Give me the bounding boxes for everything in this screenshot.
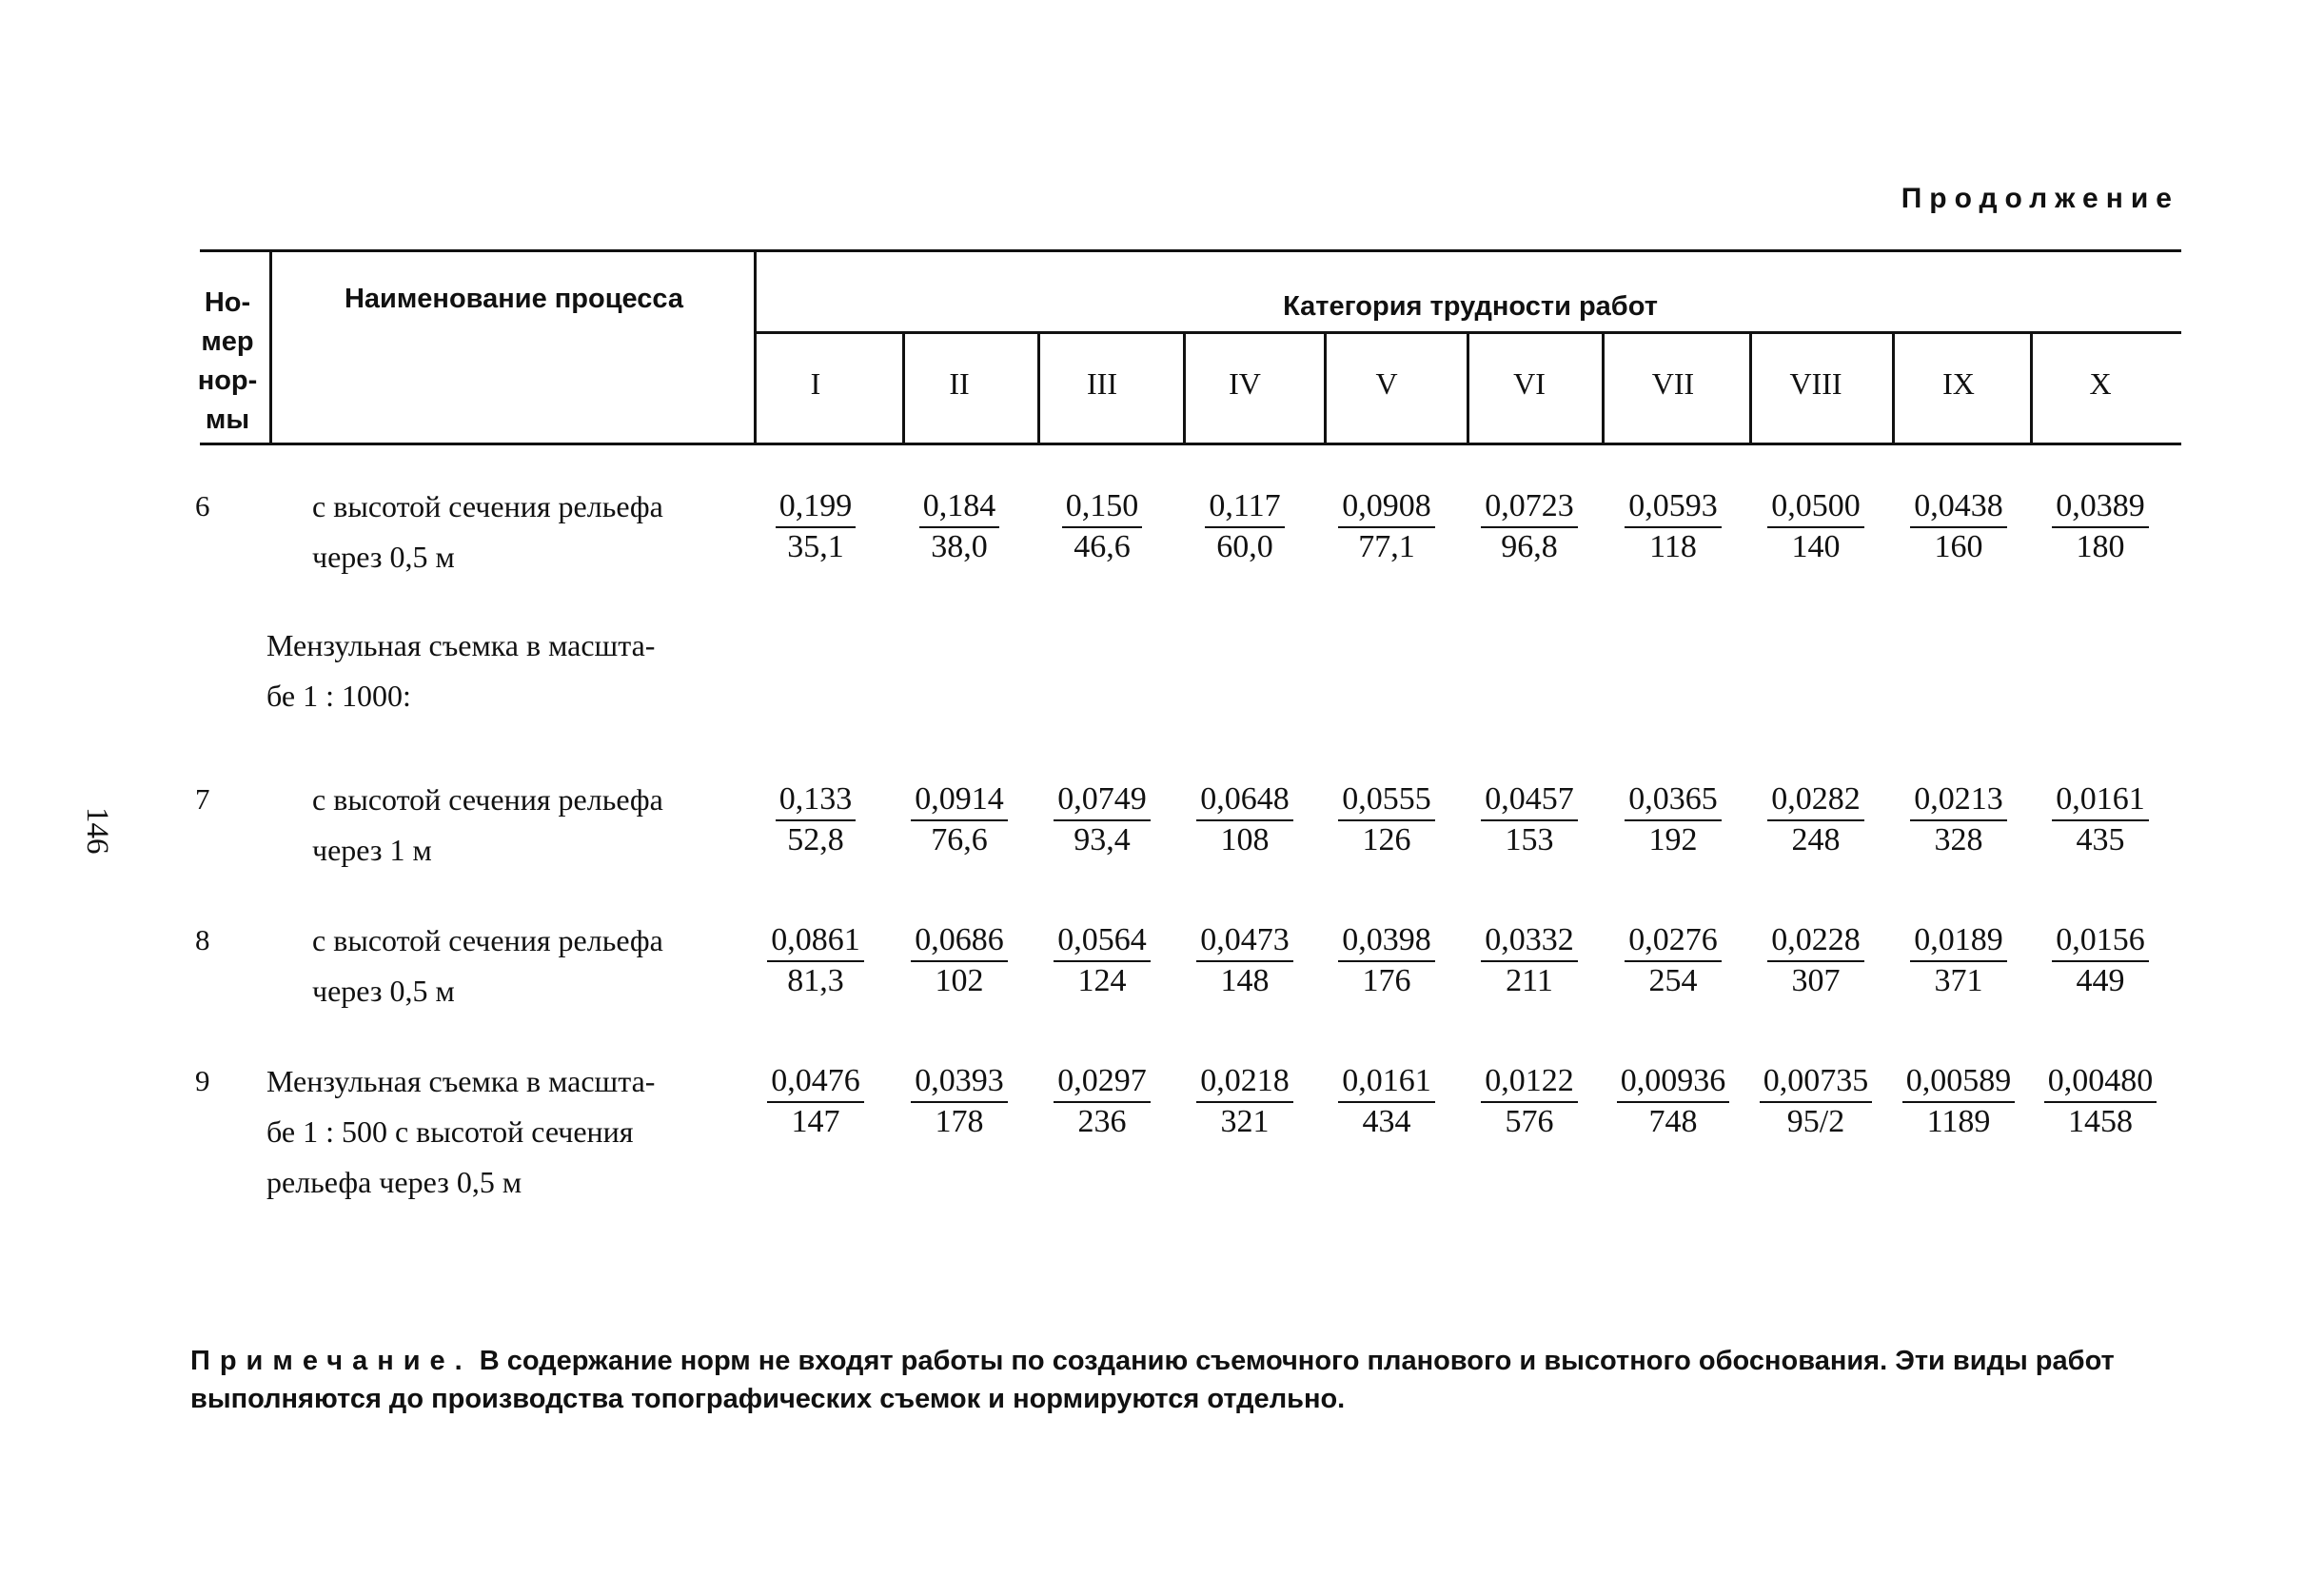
process-name-line: с высотой сечения рельефа xyxy=(312,782,663,817)
category-x: X xyxy=(2089,366,2112,401)
time-norm-value: 0,133 xyxy=(776,780,857,821)
norm-number: 6 xyxy=(195,489,210,522)
time-norm-value: 0,00735 xyxy=(1760,1062,1873,1103)
output-norm-value: 307 xyxy=(1791,963,1841,998)
output-norm-value: 1458 xyxy=(2068,1104,2133,1139)
output-norm-value: 576 xyxy=(1505,1104,1554,1139)
time-norm-value: 0,0161 xyxy=(2052,780,2149,821)
time-norm-value: 0,0228 xyxy=(1767,921,1864,962)
time-norm-value: 0,00480 xyxy=(2044,1062,2157,1103)
norm-value-cell xyxy=(1887,487,2030,566)
process-name-line: через 0,5 м xyxy=(312,540,455,574)
process-name-line: Мензульная съемка в масшта- xyxy=(266,628,656,662)
time-norm-value: 0,00589 xyxy=(1902,1062,2016,1103)
norm-value-cell xyxy=(1031,921,1173,1000)
time-norm-value: 0,0189 xyxy=(1910,921,2007,962)
norm-value-cell xyxy=(888,921,1031,1000)
output-norm-value: 254 xyxy=(1648,963,1698,998)
output-norm-value: 211 xyxy=(1506,963,1553,998)
footnote-text: В содержание норм не входят работы по созданию съемочного планового и высотного обоснования. Эти виды работ выполняются до производства топографических съемок и нормируются отдельно. xyxy=(190,1346,2115,1414)
time-norm-value: 0,0908 xyxy=(1338,487,1435,528)
norm-value-cell xyxy=(1458,487,1601,566)
output-norm-value: 434 xyxy=(1362,1104,1411,1139)
output-norm-value: 95/2 xyxy=(1786,1104,1845,1139)
norm-value-cell xyxy=(1458,921,1601,1000)
norm-value-cell xyxy=(1031,1062,1173,1141)
difficulty-category-header: Категория трудности работ xyxy=(1283,291,1658,322)
output-norm-value: 147 xyxy=(791,1104,840,1139)
norm-value-cell xyxy=(2029,1062,2172,1141)
norm-number: 8 xyxy=(195,923,210,956)
output-norm-value: 108 xyxy=(1220,822,1270,857)
time-norm-value: 0,0476 xyxy=(767,1062,864,1103)
category-col-divider xyxy=(1324,333,1327,445)
output-norm-value: 126 xyxy=(1362,822,1411,857)
norm-value-cell xyxy=(1744,780,1887,859)
output-norm-value: 178 xyxy=(935,1104,984,1139)
norm-value-cell xyxy=(888,1062,1031,1141)
norm-value-cell xyxy=(1458,780,1601,859)
output-norm-value: 102 xyxy=(935,963,984,998)
process-name xyxy=(312,775,663,876)
norm-value-cell xyxy=(744,1062,887,1141)
time-norm-value: 0,0122 xyxy=(1481,1062,1578,1103)
output-norm-value: 118 xyxy=(1649,529,1697,564)
header-bottom-rule xyxy=(200,443,2181,445)
category-col-divider xyxy=(1467,333,1469,445)
norm-value-cell xyxy=(1315,921,1458,1000)
norm-value-cell xyxy=(1602,780,1744,859)
process-name xyxy=(312,482,663,582)
time-norm-value: 0,0564 xyxy=(1054,921,1151,962)
output-norm-value: 236 xyxy=(1077,1104,1127,1139)
norm-value-cell xyxy=(1458,1062,1601,1141)
output-norm-value: 748 xyxy=(1648,1104,1698,1139)
category-v: V xyxy=(1375,366,1398,401)
category-ii: II xyxy=(949,366,970,401)
time-norm-value: 0,0276 xyxy=(1625,921,1722,962)
norm-value-cell xyxy=(1887,780,2030,859)
output-norm-value: 77,1 xyxy=(1358,529,1415,564)
norm-value-cell xyxy=(1602,921,1744,1000)
time-norm-value: 0,0555 xyxy=(1338,780,1435,821)
time-norm-value: 0,0749 xyxy=(1054,780,1151,821)
norm-value-cell xyxy=(888,487,1031,566)
norm-value-cell xyxy=(1602,487,1744,566)
norm-value-cell xyxy=(888,780,1031,859)
time-norm-value: 0,0213 xyxy=(1910,780,2007,821)
time-norm-value: 0,117 xyxy=(1205,487,1284,528)
category-col-divider xyxy=(1749,333,1752,445)
norm-number: 9 xyxy=(195,1064,210,1097)
time-norm-value: 0,0648 xyxy=(1196,780,1293,821)
norm-value-cell xyxy=(1315,1062,1458,1141)
footnote xyxy=(190,1342,2189,1418)
time-norm-value: 0,0723 xyxy=(1481,487,1578,528)
time-norm-value: 0,0393 xyxy=(911,1062,1008,1103)
time-norm-value: 0,0365 xyxy=(1625,780,1722,821)
norm-value-cell xyxy=(2029,487,2172,566)
table-top-rule xyxy=(200,249,2181,252)
norm-value-cell xyxy=(1315,487,1458,566)
time-norm-value: 0,0389 xyxy=(2052,487,2149,528)
output-norm-value: 176 xyxy=(1362,963,1411,998)
time-norm-value: 0,0332 xyxy=(1481,921,1578,962)
output-norm-value: 153 xyxy=(1505,822,1554,857)
category-iv: IV xyxy=(1229,366,1261,401)
output-norm-value: 124 xyxy=(1077,963,1127,998)
norm-value-cell xyxy=(1315,780,1458,859)
process-name-line: через 0,5 м xyxy=(312,974,455,1008)
output-norm-value: 328 xyxy=(1934,822,1983,857)
norm-number-header: Но- мер нор- мы xyxy=(197,287,258,435)
norm-value-cell xyxy=(2029,921,2172,1000)
norm-value-cell xyxy=(1173,1062,1316,1141)
output-norm-value: 60,0 xyxy=(1216,529,1273,564)
output-norm-value: 180 xyxy=(2076,529,2125,564)
output-norm-value: 148 xyxy=(1220,963,1270,998)
output-norm-value: 76,6 xyxy=(931,822,988,857)
norm-value-cell xyxy=(2029,780,2172,859)
page-number: 146 xyxy=(80,807,114,855)
time-norm-value: 0,0473 xyxy=(1196,921,1293,962)
norm-value-cell xyxy=(1173,487,1316,566)
process-name xyxy=(266,621,655,721)
num-col-divider xyxy=(269,249,272,445)
time-norm-value: 0,0156 xyxy=(2052,921,2149,962)
norm-value-cell xyxy=(1887,921,2030,1000)
category-vi: VI xyxy=(1513,366,1546,401)
category-col-divider xyxy=(1602,333,1605,445)
time-norm-value: 0,0438 xyxy=(1910,487,2007,528)
process-name-header: Наименование процесса xyxy=(344,284,684,314)
process-name-line: рельефа через 0,5 м xyxy=(266,1165,522,1199)
output-norm-value: 38,0 xyxy=(931,529,988,564)
time-norm-value: 0,184 xyxy=(919,487,1000,528)
output-norm-value: 160 xyxy=(1934,529,1983,564)
category-ix: IX xyxy=(1942,366,1975,401)
norm-value-cell xyxy=(1173,780,1316,859)
category-col-divider xyxy=(2030,333,2033,445)
output-norm-value: 35,1 xyxy=(787,529,844,564)
output-norm-value: 93,4 xyxy=(1074,822,1131,857)
category-col-divider xyxy=(1037,333,1040,445)
continuation-label: Продолжение xyxy=(1901,183,2179,214)
norm-value-cell xyxy=(1173,921,1316,1000)
time-norm-value: 0,150 xyxy=(1062,487,1143,528)
process-name xyxy=(312,916,663,1016)
norm-value-cell xyxy=(1031,487,1173,566)
time-norm-value: 0,0297 xyxy=(1054,1062,1151,1103)
output-norm-value: 46,6 xyxy=(1074,529,1131,564)
output-norm-value: 321 xyxy=(1220,1104,1270,1139)
output-norm-value: 81,3 xyxy=(787,963,844,998)
time-norm-value: 0,0218 xyxy=(1196,1062,1293,1103)
process-name-line: с высотой сечения рельефа xyxy=(312,923,663,957)
time-norm-value: 0,0686 xyxy=(911,921,1008,962)
norm-value-cell xyxy=(1031,780,1173,859)
time-norm-value: 0,0282 xyxy=(1767,780,1864,821)
time-norm-value: 0,0398 xyxy=(1338,921,1435,962)
process-name-line: бе 1 : 500 с высотой сечения xyxy=(266,1114,634,1149)
time-norm-value: 0,199 xyxy=(776,487,857,528)
output-norm-value: 96,8 xyxy=(1501,529,1558,564)
category-iii: III xyxy=(1087,366,1117,401)
norm-number: 7 xyxy=(195,782,210,816)
norm-value-cell xyxy=(1744,921,1887,1000)
time-norm-value: 0,0914 xyxy=(911,780,1008,821)
output-norm-value: 52,8 xyxy=(787,822,844,857)
category-col-divider xyxy=(1892,333,1895,445)
process-name-line: бе 1 : 1000: xyxy=(266,679,411,713)
process-name-line: с высотой сечения рельефа xyxy=(312,489,663,523)
output-norm-value: 1189 xyxy=(1926,1104,1991,1139)
name-col-divider xyxy=(754,249,757,445)
category-i: I xyxy=(810,366,821,401)
norm-value-cell xyxy=(744,780,887,859)
output-norm-value: 140 xyxy=(1791,529,1841,564)
output-norm-value: 449 xyxy=(2076,963,2125,998)
output-norm-value: 371 xyxy=(1934,963,1983,998)
time-norm-value: 0,0500 xyxy=(1767,487,1864,528)
norm-value-cell xyxy=(1602,1062,1744,1141)
category-vii: VII xyxy=(1651,366,1695,401)
output-norm-value: 192 xyxy=(1648,822,1698,857)
category-col-divider xyxy=(1183,333,1186,445)
norm-value-cell xyxy=(744,921,887,1000)
time-norm-value: 0,0457 xyxy=(1481,780,1578,821)
time-norm-value: 0,00936 xyxy=(1617,1062,1730,1103)
process-name-line: через 1 м xyxy=(312,833,432,867)
output-norm-value: 248 xyxy=(1791,822,1841,857)
time-norm-value: 0,0161 xyxy=(1338,1062,1435,1103)
time-norm-value: 0,0593 xyxy=(1625,487,1722,528)
process-name-line: Мензульная съемка в масшта- xyxy=(266,1064,656,1098)
category-viii: VIII xyxy=(1789,366,1842,401)
norm-value-cell xyxy=(1744,487,1887,566)
footnote-label: Примечание. xyxy=(190,1346,472,1376)
norm-value-cell xyxy=(744,487,887,566)
time-norm-value: 0,0861 xyxy=(767,921,864,962)
output-norm-value: 435 xyxy=(2076,822,2125,857)
norm-value-cell xyxy=(1744,1062,1887,1141)
process-name xyxy=(266,1056,655,1208)
norm-value-cell xyxy=(1887,1062,2030,1141)
